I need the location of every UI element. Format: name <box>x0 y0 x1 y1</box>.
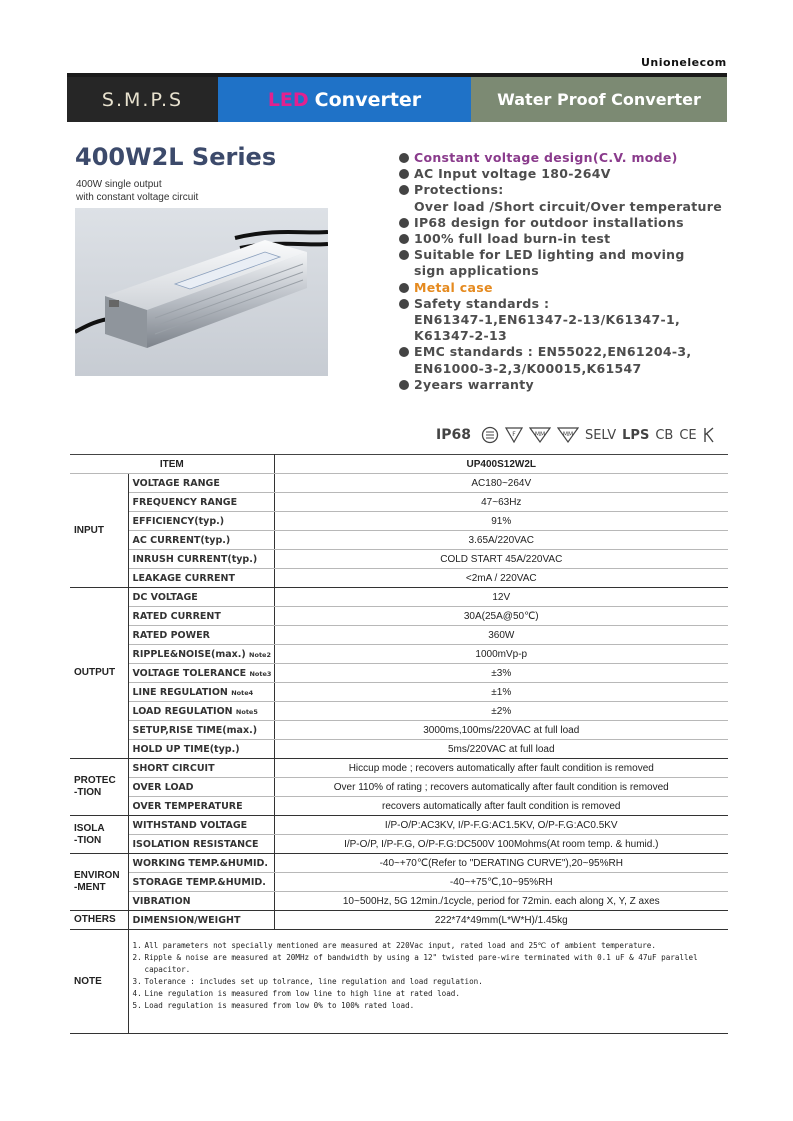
table-row <box>70 588 728 607</box>
feature-text: Protections: <box>414 182 504 198</box>
value-cell: I/P-O/P, I/P-F.G, O/P-F.G:DC500V 100Mohms(At room temp. & humid.) <box>274 835 728 854</box>
param-name: VIBRATION <box>132 895 191 907</box>
param-cell <box>128 892 274 911</box>
table-row <box>70 759 728 778</box>
table-row <box>70 474 728 493</box>
product-photo <box>75 208 328 376</box>
value-cell: COLD START 45A/220VAC <box>274 550 728 569</box>
brand-name: Unionelecom <box>641 56 727 69</box>
feature-item <box>398 296 728 312</box>
param-cell <box>128 873 274 892</box>
param-name: OVER TEMPERATURE <box>132 800 243 812</box>
category-label: OUTPUT <box>74 667 116 678</box>
table-row <box>70 493 728 512</box>
note-text: Tolerance : includes set up tolrance, line regulation and load regulation. <box>144 977 483 986</box>
note-item <box>133 952 725 976</box>
table-row <box>70 531 728 550</box>
param-name: EFFICIENCY(typ.) <box>132 515 225 527</box>
environment-category <box>70 854 128 911</box>
ce-mark: CE <box>679 427 697 443</box>
category-waterproof: Water Proof Converter <box>471 77 727 122</box>
thermal-protection-icon <box>481 426 499 444</box>
param-note: Note5 <box>235 707 258 716</box>
note-text: Line regulation is measured from low line to high line at rated load. <box>144 989 460 998</box>
param-name: DIMENSION/WEIGHT <box>132 914 241 926</box>
note-text: Ripple & noise are measured at 20MHz of bandwidth by using a 12" twisted pare-wire terminated with 0.1 uF & 47uF parallel capacitor. <box>144 953 698 974</box>
table-row <box>70 721 728 740</box>
bullet-icon <box>399 169 409 179</box>
lps-mark: LPS <box>622 427 650 443</box>
param-name: HOLD UP TIME(typ.) <box>132 743 240 755</box>
param-cell <box>128 759 274 778</box>
value-cell: <2mA / 220VAC <box>274 569 728 588</box>
category-label: -TION <box>74 787 102 798</box>
certification-marks <box>436 424 728 446</box>
param-name: RIPPLE&NOISE(max.) <box>132 648 246 660</box>
feature-text: EN61347-1,EN61347-2-13/K61347-1, <box>414 312 681 328</box>
feature-item <box>398 344 728 360</box>
svg-text:MM: MM <box>562 431 574 438</box>
feature-text: Constant voltage design(C.V. mode) <box>414 150 678 165</box>
category-led-converter <box>218 77 471 122</box>
mm-mark-icon <box>557 426 579 444</box>
bullet-icon <box>399 283 409 293</box>
note-row <box>70 930 728 1034</box>
feature-text: 100% full load burn-in test <box>414 231 611 247</box>
feature-text: K61347-2-13 <box>414 328 507 344</box>
table-row <box>70 778 728 797</box>
bullet-icon <box>399 380 409 390</box>
param-cell <box>128 474 274 493</box>
param-name: WORKING TEMP.&HUMID. <box>132 857 269 869</box>
note-number: 4. <box>132 989 142 998</box>
param-cell <box>128 683 274 702</box>
value-cell: 10~500Hz, 5G 12min./1cycle, period for 72min. each along X, Y, Z axes <box>274 892 728 911</box>
table-row <box>70 512 728 531</box>
param-cell <box>128 721 274 740</box>
param-cell <box>128 550 274 569</box>
note-item <box>133 976 725 988</box>
feature-text: EMC standards : EN55022,EN61204-3, <box>414 344 692 360</box>
value-cell: ±3% <box>274 664 728 683</box>
value-cell: 360W <box>274 626 728 645</box>
table-row <box>70 626 728 645</box>
param-cell <box>128 531 274 550</box>
feature-text: 2years warranty <box>414 376 534 392</box>
table-header-row <box>70 455 728 474</box>
svg-text:F: F <box>512 431 516 438</box>
feature-item <box>398 312 728 328</box>
feature-list <box>398 150 728 393</box>
item-header: ITEM <box>70 455 274 474</box>
note-item <box>133 940 725 952</box>
series-title: 400W2L Series <box>75 143 277 171</box>
svg-text:MM: MM <box>534 431 546 438</box>
value-cell: 91% <box>274 512 728 531</box>
param-name: SETUP,RISE TIME(max.) <box>132 724 258 736</box>
others-category <box>70 911 128 930</box>
value-cell: -40~+75℃,10~95%RH <box>274 873 728 892</box>
note-text: All parameters not specially mentioned are measured at 220Vac input, rated load and 25℃ of ambient temperature. <box>144 941 656 950</box>
table-row <box>70 797 728 816</box>
value-cell: ±2% <box>274 702 728 721</box>
mm-mark-icon <box>529 426 551 444</box>
feature-item <box>398 215 728 231</box>
param-note: Note4 <box>231 688 254 697</box>
note-category: NOTE <box>70 930 128 1034</box>
param-name: LINE REGULATION <box>132 686 228 698</box>
table-row <box>70 702 728 721</box>
value-cell: 12V <box>274 588 728 607</box>
bullet-icon <box>399 234 409 244</box>
param-name: INRUSH CURRENT(typ.) <box>132 553 258 565</box>
note-number: 3. <box>132 977 142 986</box>
param-cell <box>128 835 274 854</box>
param-cell <box>128 588 274 607</box>
value-cell: 47~63Hz <box>274 493 728 512</box>
value-cell: 5ms/220VAC at full load <box>274 740 728 759</box>
table-row <box>70 892 728 911</box>
value-cell: Over 110% of rating ; recovers automatically after fault condition is removed <box>274 778 728 797</box>
input-category <box>70 474 128 588</box>
feature-item <box>398 231 728 247</box>
param-name: AC CURRENT(typ.) <box>132 534 231 546</box>
param-name: RATED POWER <box>132 629 210 641</box>
category-label: ENVIRON <box>74 870 120 881</box>
param-cell <box>128 664 274 683</box>
value-cell: -40~+70℃(Refer to "DERATING CURVE"),20~95%RH <box>274 854 728 873</box>
table-row <box>70 835 728 854</box>
feature-item <box>398 150 728 166</box>
param-name: FREQUENCY RANGE <box>132 496 238 508</box>
param-note: Note3 <box>249 669 272 678</box>
param-name: ISOLATION RESISTANCE <box>132 838 259 850</box>
feature-item <box>398 328 728 344</box>
feature-item <box>398 166 728 182</box>
value-cell: 222*74*49mm(L*W*H)/1.45kg <box>274 911 728 930</box>
feature-text: AC Input voltage 180-264V <box>414 166 611 182</box>
value-cell: recovers automatically after fault condition is removed <box>274 797 728 816</box>
category-label: -MENT <box>74 882 106 893</box>
table-row <box>70 911 728 930</box>
param-name: OVER LOAD <box>132 781 194 793</box>
table-row <box>70 873 728 892</box>
table-row <box>70 607 728 626</box>
bullet-icon <box>399 153 409 163</box>
value-cell: ±1% <box>274 683 728 702</box>
table-row <box>70 854 728 873</box>
note-number: 1. <box>132 941 142 950</box>
product-illustration <box>75 208 328 376</box>
feature-item <box>398 361 728 377</box>
feature-text: Suitable for LED lighting and moving <box>414 247 685 263</box>
note-cell <box>128 930 728 1034</box>
note-number: 5. <box>132 1001 142 1010</box>
param-name: WITHSTAND VOLTAGE <box>132 819 248 831</box>
param-name: RATED CURRENT <box>132 610 221 622</box>
converter-word: Converter <box>314 88 422 111</box>
protection-category <box>70 759 128 816</box>
param-name: SHORT CIRCUIT <box>132 762 215 774</box>
note-list <box>133 940 725 1012</box>
param-cell <box>128 493 274 512</box>
table-row <box>70 569 728 588</box>
bullet-icon <box>399 250 409 260</box>
feature-text: sign applications <box>414 263 539 279</box>
feature-item <box>398 263 728 279</box>
feature-text: IP68 design for outdoor installations <box>414 214 684 230</box>
output-category <box>70 588 128 759</box>
category-smps: S.M.P.S <box>67 77 218 122</box>
table-row <box>70 740 728 759</box>
value-cell: 3000ms,100ms/220VAC at full load <box>274 721 728 740</box>
bullet-icon <box>399 299 409 309</box>
model-header: UP400S12W2L <box>274 455 728 474</box>
led-word: LED <box>267 88 309 111</box>
param-cell <box>128 740 274 759</box>
param-name: LEAKAGE CURRENT <box>132 572 235 584</box>
param-name: STORAGE TEMP.&HUMID. <box>132 876 266 888</box>
series-subtitle <box>76 178 198 204</box>
note-item <box>133 988 725 1000</box>
param-name: DC VOLTAGE <box>132 591 198 603</box>
value-cell: 1000mVp-p <box>274 645 728 664</box>
param-name: LOAD REGULATION <box>132 705 233 717</box>
table-row <box>70 664 728 683</box>
table-row <box>70 683 728 702</box>
param-cell <box>128 607 274 626</box>
table-row <box>70 550 728 569</box>
category-label: PROTEC <box>74 775 116 786</box>
feature-item <box>398 247 728 263</box>
value-cell: Hiccup mode ; recovers automatically after fault condition is removed <box>274 759 728 778</box>
param-cell <box>128 854 274 873</box>
category-label: -TION <box>74 834 102 846</box>
param-name: VOLTAGE RANGE <box>132 477 220 489</box>
selv-mark: SELV <box>584 427 617 443</box>
value-cell: 30A(25A@50℃) <box>274 607 728 626</box>
value-cell: AC180~264V <box>274 474 728 493</box>
param-cell <box>128 702 274 721</box>
param-note: Note2 <box>249 650 271 659</box>
note-item <box>133 1000 725 1012</box>
value-cell: I/P-O/P:AC3KV, I/P-F.G:AC1.5KV, O/P-F.G:AC0.5KV <box>274 816 728 835</box>
f-mark-icon <box>505 426 523 444</box>
feature-item <box>398 280 728 296</box>
feature-item <box>398 182 728 198</box>
note-text: Load regulation is measured from low 0% to 100% rated load. <box>144 1001 415 1010</box>
bullet-icon <box>399 218 409 228</box>
param-cell <box>128 645 274 664</box>
table-row <box>70 816 728 835</box>
value-cell: 3.65A/220VAC <box>274 531 728 550</box>
category-label: OTHERS <box>74 914 116 925</box>
param-cell <box>128 569 274 588</box>
ip68-mark: IP68 <box>436 427 471 443</box>
cb-mark: CB <box>655 427 674 443</box>
table-row <box>70 645 728 664</box>
feature-text: Safety standards : <box>414 295 550 311</box>
bullet-icon <box>399 185 409 195</box>
feature-item <box>398 199 728 215</box>
param-cell <box>128 816 274 835</box>
subtitle-line: with constant voltage circuit <box>76 192 199 203</box>
isolation-category <box>70 816 128 854</box>
param-name: VOLTAGE TOLERANCE <box>132 667 247 679</box>
feature-text: EN61000-3-2,3/K00015,K61547 <box>414 360 642 376</box>
param-cell <box>128 626 274 645</box>
category-label: ISOLA <box>74 822 105 834</box>
feature-text: Metal case <box>414 279 493 295</box>
param-cell <box>128 778 274 797</box>
feature-item <box>398 377 728 393</box>
category-label: INPUT <box>74 524 104 536</box>
param-cell <box>128 797 274 816</box>
bullet-icon <box>399 347 409 357</box>
param-cell <box>128 512 274 531</box>
spec-table <box>70 454 728 1034</box>
feature-text: Over load /Short circuit/Over temperature <box>414 198 723 214</box>
subtitle-line: 400W single output <box>76 179 162 190</box>
kc-mark-icon <box>703 426 715 444</box>
param-cell <box>128 911 274 930</box>
note-number: 2. <box>132 953 142 962</box>
